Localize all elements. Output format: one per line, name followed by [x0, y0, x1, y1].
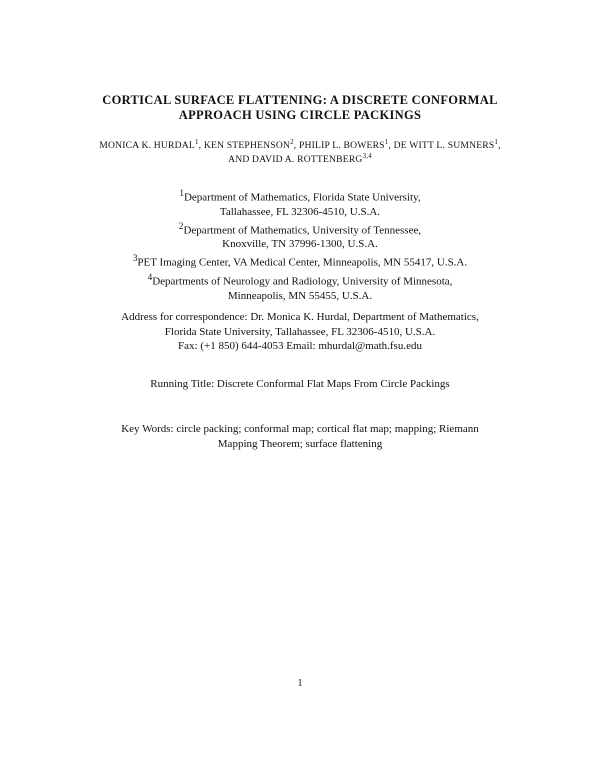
title-line-2: APPROACH USING CIRCLE PACKINGS	[178, 108, 422, 122]
correspondence-line-1: Address for correspondence: Dr. Monica K. Hurdal, Department of Mathematics,	[121, 311, 479, 323]
author-list	[0, 139, 600, 167]
affiliation-sup: 3	[132, 253, 138, 264]
affiliation-text: PET Imaging Center, VA Medical Center, Minneapolis, MN 55417, U.S.A.	[137, 256, 468, 269]
author-name: DE WITT L. SUMNERS	[393, 140, 495, 151]
affiliation-sup: 4	[147, 271, 153, 282]
affiliation-sup: 1	[179, 188, 184, 198]
author-name: MONICA K. HURDAL	[99, 140, 195, 151]
affiliation-3-line-1	[0, 251, 600, 270]
affiliation-2-line-1	[0, 219, 600, 238]
correspondence-line-3: Fax: (+1 850) 644-4053 Email: mhurdal@math.fsu.edu	[178, 340, 422, 352]
author-separator: ,	[498, 140, 501, 151]
author-line-2	[0, 153, 600, 167]
correspondence-block	[0, 310, 600, 354]
author-sup: 2	[290, 138, 294, 146]
author-name: AND DAVID A. ROTTENBERG	[228, 154, 363, 165]
author-separator: ,	[388, 140, 394, 151]
affiliation-1-line-1	[0, 186, 600, 205]
author-sup: 3,4	[362, 152, 372, 160]
keywords-block	[0, 422, 600, 451]
affiliations	[0, 186, 600, 303]
affiliation-text: Departments of Neurology and Radiology, University of Minnesota,	[152, 275, 453, 288]
author-sup: 1	[494, 138, 499, 146]
correspondence-line-2: Florida State University, Tallahassee, FL 32306-4510, U.S.A.	[164, 325, 436, 338]
title-line-1: CORTICAL SURFACE FLATTENING: A DISCRETE CONFORMAL	[102, 93, 498, 107]
affiliation-text: Department of Mathematics, University of Tennessee,	[183, 224, 422, 237]
page-number: 1	[297, 678, 303, 689]
affiliation-sup: 2	[178, 220, 184, 231]
author-separator: ,	[198, 140, 204, 151]
affiliation-4-line-2: Minneapolis, MN 55455, U.S.A.	[227, 289, 373, 302]
affiliation-1-line-2: Tallahassee, FL 32306-4510, U.S.A.	[219, 205, 381, 218]
author-line-1	[0, 139, 600, 153]
author-name: KEN STEPHENSON	[203, 140, 291, 151]
keywords-line-2: Mapping Theorem; surface flattening	[217, 437, 383, 450]
paper-title	[0, 93, 600, 123]
author-sup: 1	[194, 138, 199, 146]
affiliation-4-line-1	[0, 270, 600, 289]
keywords-line-1: Key Words: circle packing; conformal map; cortical flat map; mapping; Riemann	[121, 423, 479, 435]
author-separator: ,	[293, 140, 299, 151]
affiliation-2-line-2: Knoxville, TN 37996-1300, U.S.A.	[222, 238, 378, 251]
author-name: PHILIP L. BOWERS	[298, 140, 385, 151]
running-title: Running Title: Discrete Conformal Flat Maps From Circle Packings	[150, 378, 450, 390]
author-sup: 1	[384, 138, 389, 146]
affiliation-text: Department of Mathematics, Florida State University,	[183, 191, 421, 204]
